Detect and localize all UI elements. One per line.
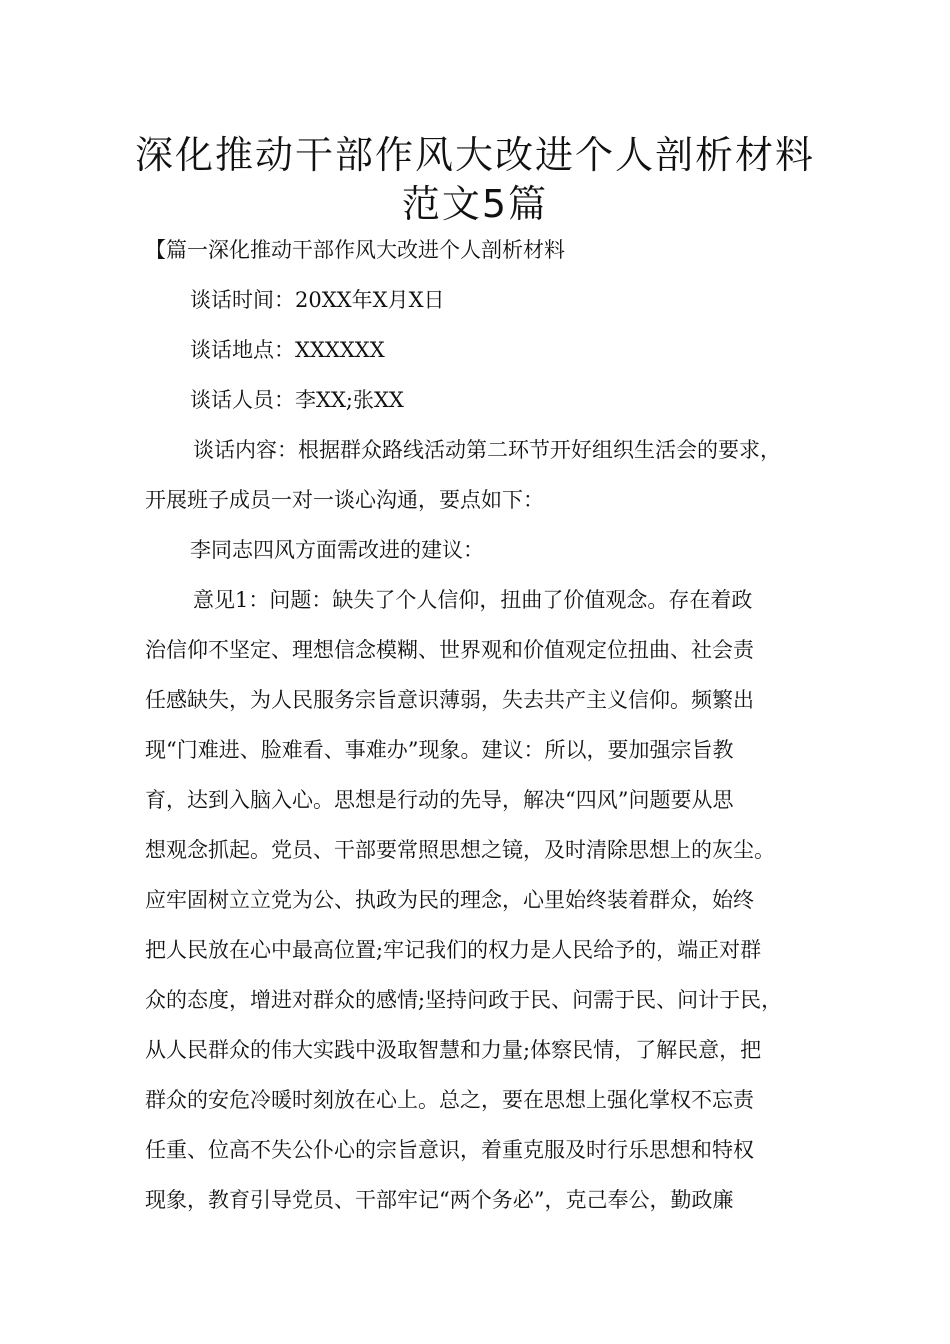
- paragraph-line: 治信仰不坚定、理想信念模糊、世界观和价值观定位扭曲、社会责: [145, 638, 754, 662]
- paragraph-line: 应牢固树立立党为公、执政为民的理念，心里始终装着群众，始终: [145, 888, 754, 912]
- section-heading: 【篇一深化推动干部作风大改进个人剖析材料: [145, 238, 565, 262]
- document-title-line-1: 深化推动干部作风大改进个人剖析材料: [134, 133, 815, 177]
- paragraph-line: 现象，教育引导党员、干部牢记“两个务必”，克己奉公，勤政廉: [145, 1188, 734, 1212]
- subheading: 李同志四风方面需改进的建议：: [190, 538, 484, 562]
- paragraph-line: 把人民放在心中最高位置;牢记我们的权力是人民给予的，端正对群: [145, 938, 762, 962]
- paragraph-line: 众的态度，增进对群众的感情;坚持问政于民、问需于民、问计于民，: [145, 988, 783, 1012]
- content-intro-line: 谈话内容：根据群众路线活动第二环节开好组织生活会的要求，: [193, 438, 781, 462]
- meta-time: 谈话时间：20XX年X月X日: [190, 288, 445, 312]
- meta-place: 谈话地点：XXXXXX: [190, 338, 385, 362]
- paragraph-line: 任重、位高不失公仆心的宗旨意识，着重克服及时行乐思想和特权: [145, 1138, 754, 1162]
- paragraph-line: 想观念抓起。党员、干部要常照思想之镜，及时清除思想上的灰尘。: [145, 838, 775, 862]
- content-intro-line: 开展班子成员一对一谈心沟通，要点如下：: [145, 488, 544, 512]
- paragraph-line: 育，达到入脑入心。思想是行动的先导，解决“四风”问题要从思: [145, 788, 734, 812]
- document-title-line-2: 范文5篇: [401, 182, 549, 226]
- paragraph-line: 现“门难进、脸难看、事难办”现象。建议：所以，要加强宗旨教: [145, 738, 734, 762]
- paragraph-line: 任感缺失，为人民服务宗旨意识薄弱，失去共产主义信仰。频繁出: [145, 688, 754, 712]
- paragraph-line: 从人民群众的伟大实践中汲取智慧和力量;体察民情，了解民意，把: [145, 1038, 762, 1062]
- paragraph-line: 意见1：问题：缺失了个人信仰，扭曲了价值观念。存在着政: [193, 588, 753, 612]
- meta-people: 谈话人员：李XX;张XX: [190, 388, 404, 412]
- paragraph-line: 群众的安危冷暖时刻放在心上。总之，要在思想上强化掌权不忘责: [145, 1088, 754, 1112]
